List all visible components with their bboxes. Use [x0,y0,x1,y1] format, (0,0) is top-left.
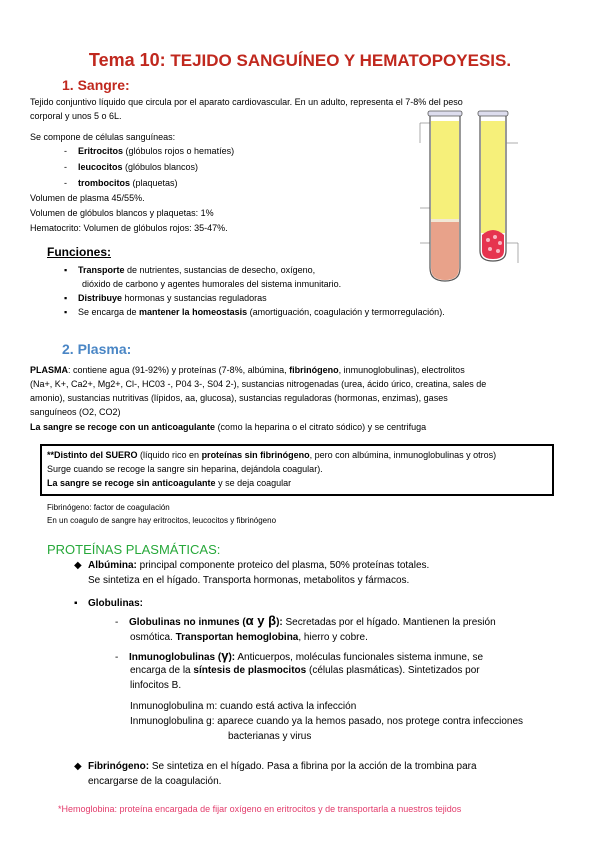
list-item: - leucocitos (glóbulos blancos) [64,162,199,172]
list-item: - trombocitos (plaquetas) [64,178,178,188]
serum-line-1: **Distinto del SUERO (líquido rico en proteínas sin fibrinógeno, pero con albúmina, inmunoglobulinas y otros) [47,450,497,460]
section-heading-sangre: 1. Sangre: [62,77,130,93]
list-item-continuation: dióxido de carbono y agentes humorales del sistema inmunitario. [82,279,342,289]
section-heading-plasma: 2. Plasma: [62,341,132,357]
plasma-line-1: PLASMA: contiene agua (91-92%) y proteínas (7-8%, albúmina, fibrinógeno, inmunoglobulinas), electrolitos [30,365,465,375]
title-number: Tema 10: [88,50,166,70]
fibrinogen-line-2: encargarse de la coagulación. [88,776,222,787]
functions-heading: Funciones: [47,245,112,259]
page-title [0,50,600,71]
plasma-line-4: sanguíneos (O2, CO2) [30,407,121,417]
serum-line-2: Surge cuando se recoge la sangre sin heparina, dejándola coagular). [47,464,323,474]
immunoglobulin-g: Inmunoglobulina g: aparece cuando ya la hemos pasado, nos protege contra infecciones [130,716,524,727]
intro-line-1: Tejido conjuntivo líquido que circula por el aparato cardiovascular. En un adulto, representa el 7-8% del peso [30,97,463,107]
plasma-line-2: (Na+, K+, Ca2+, Mg2+, Cl-, HC03 -, P04 3-, S04 2-), sustancias nitrogenadas (urea, ácido úrico, creatina, sales de [30,379,487,389]
non-immune-globulins-line-2: osmótica. Transportan hemoglobina, hierro y cobre. [130,632,368,643]
hemoglobin-footnote: *Hemoglobina: proteína encargada de fijar oxígeno en eritrocitos y de transportarla a nuestros tejidos [58,804,462,814]
fibrinogen-note-1: Fibrinógeno: factor de coagulación [47,503,170,512]
immunoglobulins-line-3: linfocitos B. [130,680,182,691]
list-item: ▪ Distribuye hormonas y sustancias reguladoras [64,293,267,303]
test-tubes-illustration [400,103,530,283]
albumin-line-1: ◆ Albúmina: principal componente proteico del plasma, 50% proteínas totales. [74,560,430,571]
plasma-line-3: amonio), sustancias nutritivas (lípidos, aa, glucosa), sustancias reguladoras (hormonas, enzimas), gases [30,393,448,403]
volume-plasma: Volumen de plasma 45/55%. [30,193,145,203]
plasma-line-5: La sangre se recoge con un anticoagulante (como la heparina o el citrato sódico) y se centrifuga [30,422,427,432]
list-item: - Eritrocitos (glóbulos rojos o hematíes) [64,146,235,156]
title-main: TEJIDO SANGUÍNEO Y HEMATOPOYESIS. [170,51,512,70]
cells-intro: Se compone de células sanguíneas: [30,132,176,142]
globulins-heading: ▪ Globulinas: [74,598,143,609]
serum-line-3: La sangre se recoge sin anticoagulante y se deja coagular [47,478,292,488]
intro-line-2: corporal y unos 5 o 6L. [30,111,122,121]
fibrinogen-line-1: ◆ Fibrinógeno: Se sintetiza en el hígado. Pasa a fibrina por la acción de la trombina para [74,761,477,772]
list-item: ▪ Se encarga de mantener la homeostasis (amortiguación, coagulación y termorregulación). [64,307,445,317]
list-item: ▪ Transporte de nutrientes, sustancias de desecho, oxígeno, [64,265,316,275]
plasma-proteins-heading: PROTEÍNAS PLASMÁTICAS: [47,542,221,557]
fibrinogen-note-2: En un coagulo de sangre hay eritrocitos, leucocitos y fibrinógeno [47,516,277,525]
albumin-line-2: Se sintetiza en el hígado. Transporta hormonas, metabolitos y fármacos. [88,575,410,586]
hematocrit: Hematocrito: Volumen de glóbulos rojos: 35-47%. [30,223,228,233]
immunoglobulin-m: Inmunoglobulina m: cuando está activa la infección [130,701,357,712]
non-immune-globulins-line-1: - Globulinas no inmunes (α y β): Secretadas por el hígado. Mantienen la presión [115,613,496,628]
immunoglobulins-line-1: - Inmunoglobulinas (γ): Anticuerpos, moléculas funcionales sistema inmune, se [115,648,484,663]
immunoglobulin-g-continued: bacterianas y virus [228,731,312,742]
volume-white-cells: Volumen de glóbulos blancos y plaquetas: 1% [30,208,214,218]
immunoglobulins-line-2: encarga de la síntesis de plasmocitos (células plasmáticas). Sintetizados por [130,665,480,676]
